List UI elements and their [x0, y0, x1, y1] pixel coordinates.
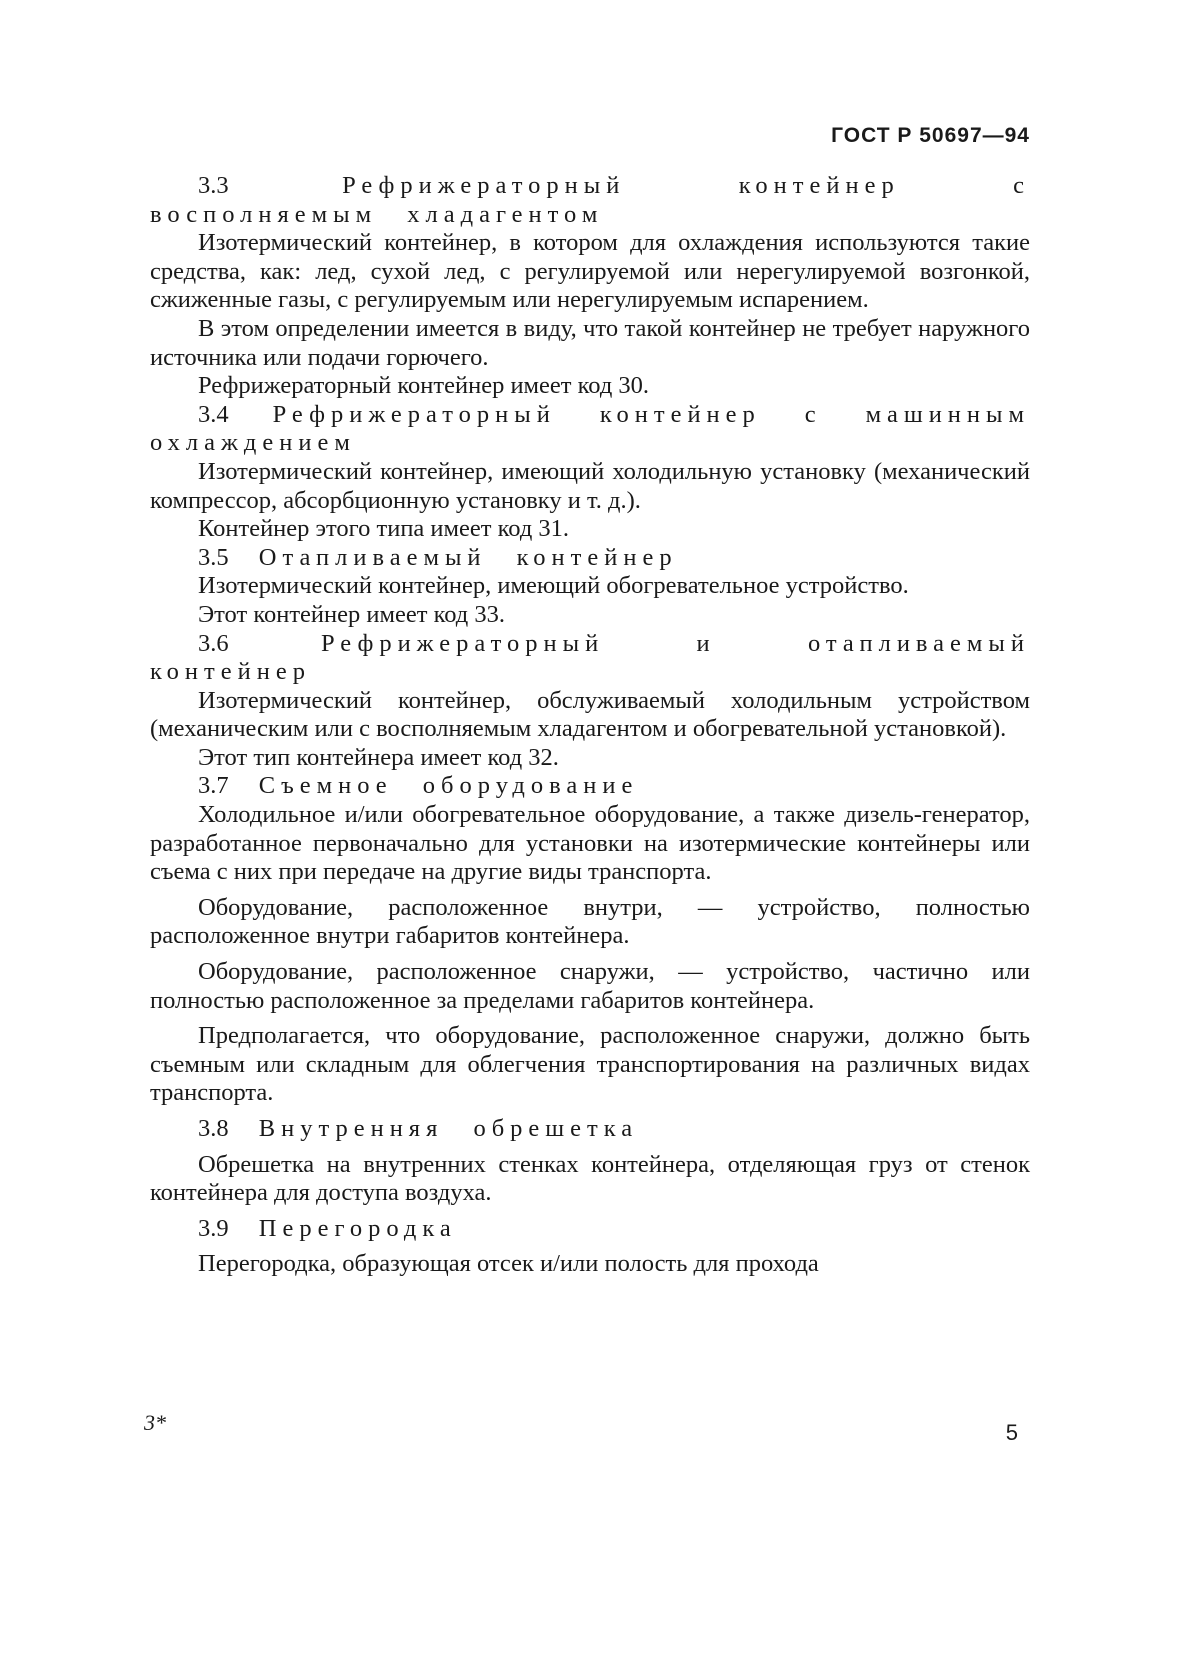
paragraph: Этот контейнер имеет код 33. — [198, 600, 506, 628]
term-heading-3-3 — [150, 172, 1030, 229]
term-heading-3-8 — [150, 1115, 1030, 1144]
clause-number: 3.3 — [198, 172, 229, 199]
clause-number: 3.6 — [198, 629, 229, 657]
term-text: Рефрижераторный контейнер с машинным охлаждением — [150, 400, 1030, 457]
term-heading-3-7 — [150, 772, 1030, 801]
clause-number: 3.8 — [198, 1115, 229, 1142]
paragraph: Рефрижераторный контейнер имеет код 30. — [198, 372, 650, 400]
paragraph: В этом определении имеется в виду, что такой контейнер не требует наружного источника или подачи горючего. — [150, 314, 1030, 371]
paragraph: Оборудование, расположенное внутри, — устройство, полностью расположенное внутри габаритов контейнера. — [150, 893, 1030, 950]
sheet-signature: 3* — [144, 1410, 166, 1435]
paragraph: Изотермический контейнер, обслуживаемый холодильным устройством (механическим или с восполняемым хладагентом и обогревательной установкой). — [150, 686, 1030, 743]
paragraph: Перегородка, образующая отсек и/или полость для прохода — [198, 1250, 819, 1278]
running-header: ГОСТ Р 50697—94 — [831, 124, 1030, 147]
paragraph: Обрешетка на внутренних стенках контейнера, отделяющая груз от стенок контейнера для доступа воздуха. — [150, 1150, 1030, 1207]
paragraph: Этот тип контейнера имеет код 32. — [198, 743, 559, 771]
paragraph: Изотермический контейнер, имеющий обогревательное устройство. — [198, 572, 909, 600]
paragraph: Контейнер этого типа имеет код 31. — [198, 515, 570, 543]
clause-number: 3.4 — [198, 400, 229, 428]
paragraph: Изотермический контейнер, имеющий холодильную установку (механический компрессор, абсорбционную установку и т. д.). — [150, 457, 1030, 514]
page-body — [150, 172, 1030, 1279]
paragraph: Оборудование, расположенное снаружи, — устройство, частично или полностью расположенное за пределами габаритов контейнера. — [150, 958, 1030, 1014]
clause-number: 3.9 — [198, 1214, 229, 1242]
paragraph: Холодильное и/или обогревательное оборудование, а также дизель-генератор, разработанное первоначально для установки на изотермические контейнеры или съема с них при передаче на другие виды транспорта. — [150, 801, 1030, 886]
term-text: Перегородка — [258, 1214, 457, 1242]
term-heading-3-9 — [150, 1215, 1030, 1244]
term-text: Рефрижераторный и отапливаемый контейнер — [150, 629, 1030, 686]
paragraph: Изотермический контейнер, в котором для охлаждения используются такие средства, как: лед, сухой лед, с регулируемой или нерегулируемой возгонкой, сжиженные газы, с регулируемым или нерегулируемым испарением. — [150, 229, 1030, 314]
clause-number: 3.7 — [198, 772, 229, 800]
term-text: Отапливаемый контейнер — [258, 543, 678, 571]
term-text: Рефрижераторный контейнер с восполняемым хладагентом — [150, 172, 1030, 228]
term-heading-3-5 — [150, 544, 1030, 573]
page-number: 5 — [1005, 1420, 1018, 1445]
term-heading-3-6 — [150, 630, 1030, 687]
term-text: Съемное оборудование — [258, 772, 639, 800]
term-text: Внутренняя обрешетка — [258, 1115, 639, 1142]
term-heading-3-4 — [150, 401, 1030, 458]
clause-number: 3.5 — [198, 543, 229, 571]
paragraph: Предполагается, что оборудование, расположенное снаружи, должно быть съемным или складным для облегчения транспортирования на различных видах транспорта. — [150, 1022, 1030, 1107]
